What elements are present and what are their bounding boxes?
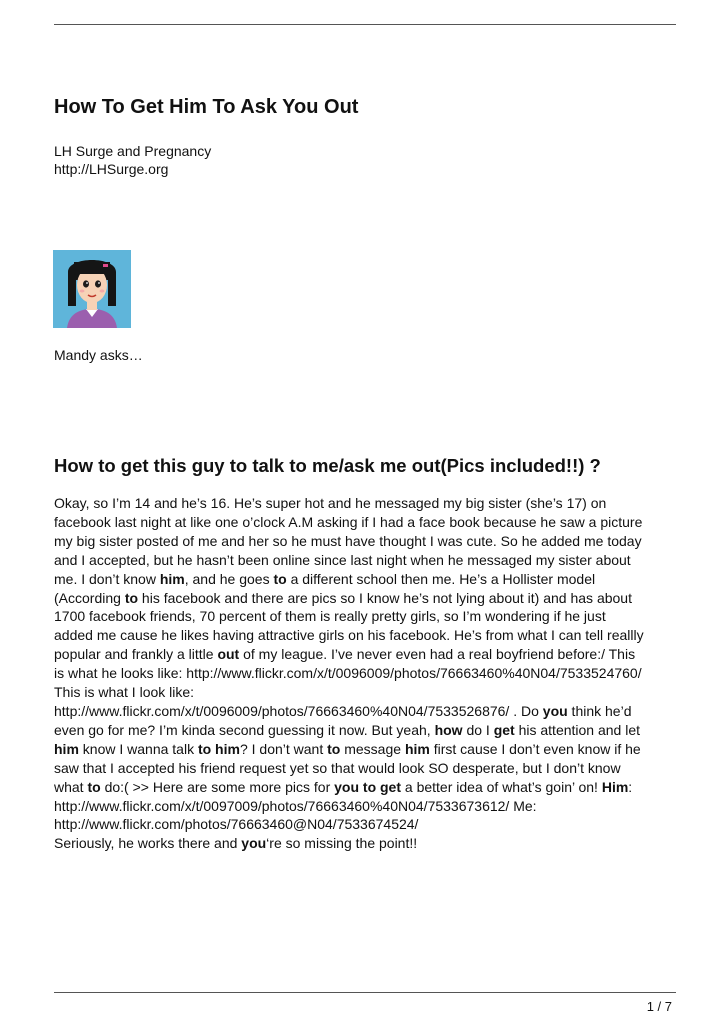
body-text-run: (According — [54, 589, 125, 606]
body-text-run: message — [340, 740, 405, 757]
bold-keyword: him — [159, 570, 185, 587]
bold-keyword: get — [493, 721, 515, 738]
body-text-run: http://www.flickr.com/x/t/0097009/photos/76663460%40N04/7533673612/ Me: — [54, 797, 537, 814]
body-text-run: Okay, so I’m 14 and he’s 16. He’s super hot and he messaged my big sister (she’s 17) on — [54, 495, 607, 511]
bold-keyword: out — [217, 646, 240, 663]
bold-keyword: to — [273, 570, 287, 587]
body-text-run: Seriously, he works there and — [54, 835, 242, 852]
body-line — [54, 721, 676, 740]
bold-keyword: how — [434, 721, 463, 738]
body-line — [54, 815, 676, 834]
body-line — [54, 683, 676, 702]
body-text-run: ? I don’t want — [239, 740, 328, 757]
body-text-run: his facebook and there are pics so I know he’s not lying about it) and has about — [138, 589, 632, 606]
body-text-run: first cause I don’t even know if he — [429, 740, 641, 757]
footer-rule — [54, 992, 676, 993]
body-line — [54, 778, 676, 797]
body-line — [54, 797, 676, 816]
source-url: http://LHSurge.org — [54, 161, 169, 177]
body-line — [54, 532, 676, 551]
body-text-run: and I accepted, but he hasn’t been online since last night when he messaged my sister about — [54, 551, 631, 568]
body-line — [54, 834, 676, 853]
body-line — [54, 645, 676, 664]
body-text-run: http://www.flickr.com/x/t/0096009/photos/76663460%40N04/7533526876/ . Do — [54, 702, 543, 719]
body-text-run: facebook last night at like one o’clock A.M asking if I had a face book because he saw a picture — [54, 513, 643, 530]
body-line — [54, 513, 676, 532]
bold-keyword: you to get — [334, 778, 402, 795]
body-line — [54, 626, 676, 645]
body-text-run: added me cause he likes having attractive girls on his facebook. He’s from what I can tell reallly — [54, 627, 644, 644]
page-title: How To Get Him To Ask You Out — [54, 96, 359, 118]
body-text-run: of my league. I’ve never even had a real boyfriend before:/ This — [239, 646, 636, 663]
body-text-run: what — [54, 778, 88, 795]
page-number: 1 / 7 — [646, 999, 672, 1014]
bold-keyword: to — [124, 589, 139, 606]
bold-keyword: you — [241, 835, 267, 852]
body-text-run: saw that I accepted his friend request yet so that would look SO desperate, but I don’t know — [54, 759, 621, 776]
bold-keyword: Him — [601, 778, 629, 795]
body-text-run: know I wanna talk — [78, 740, 198, 757]
body-text-run: a different school then me. He’s a Hollister model — [286, 570, 596, 587]
body-text-run: , and he goes — [184, 570, 274, 587]
body-line — [54, 494, 676, 513]
body-text-run: ‘re so missing the point!! — [266, 835, 418, 852]
asker-line: Mandy asks… — [54, 347, 143, 363]
body-text-run: even go for me? I’m kinda second guessing it now. But yeah, — [54, 721, 435, 738]
bold-keyword: him — [404, 740, 430, 757]
body-text-run: 1700 facebook friends, 70 percent of them is really pretty girls, so I’m wondering if he just — [54, 608, 606, 625]
cartoon-girl-avatar-icon — [53, 250, 131, 328]
header-rule — [54, 24, 676, 25]
bold-keyword: you — [542, 702, 568, 719]
body-line — [54, 551, 676, 570]
body-line — [54, 702, 676, 721]
body-text-run: http://www.flickr.com/photos/76663460@N04/7533674524/ — [54, 816, 419, 833]
body-text-run: think he’d — [567, 702, 632, 719]
source-name: LH Surge and Pregnancy — [54, 143, 212, 159]
body-line — [54, 759, 676, 778]
body-text-run: my big sister posted of me and her so he must have thought I was cute. So he added me today — [54, 532, 642, 549]
body-text-run: : — [628, 778, 633, 795]
body-line — [54, 740, 676, 759]
body-text-run: This is what I look like: — [54, 684, 195, 701]
question-body — [54, 494, 676, 853]
body-text-run: do:( >> Here are some more pics for — [100, 778, 335, 795]
body-text-run: is what he looks like: http://www.flickr.com/x/t/0096009/photos/76663460%40N04/7533524760/ — [54, 665, 642, 682]
body-text-run: me. I don’t know — [54, 570, 160, 587]
body-line — [54, 570, 676, 589]
source-info — [54, 142, 211, 178]
body-text-run: popular and frankly a little — [54, 646, 218, 663]
question-heading: How to get this guy to talk to me/ask me out(Pics included!!) ? — [54, 455, 601, 476]
bold-keyword: to — [327, 740, 341, 757]
bold-keyword: to him — [197, 740, 240, 757]
body-line — [54, 664, 676, 683]
body-line — [54, 607, 676, 626]
body-text-run: his attention and let — [514, 721, 641, 738]
body-text-run: do I — [462, 721, 494, 738]
body-text-run: a better idea of what’s goin’ on! — [401, 778, 602, 795]
bold-keyword: to — [87, 778, 101, 795]
body-line — [54, 589, 676, 608]
bold-keyword: him — [54, 740, 79, 757]
